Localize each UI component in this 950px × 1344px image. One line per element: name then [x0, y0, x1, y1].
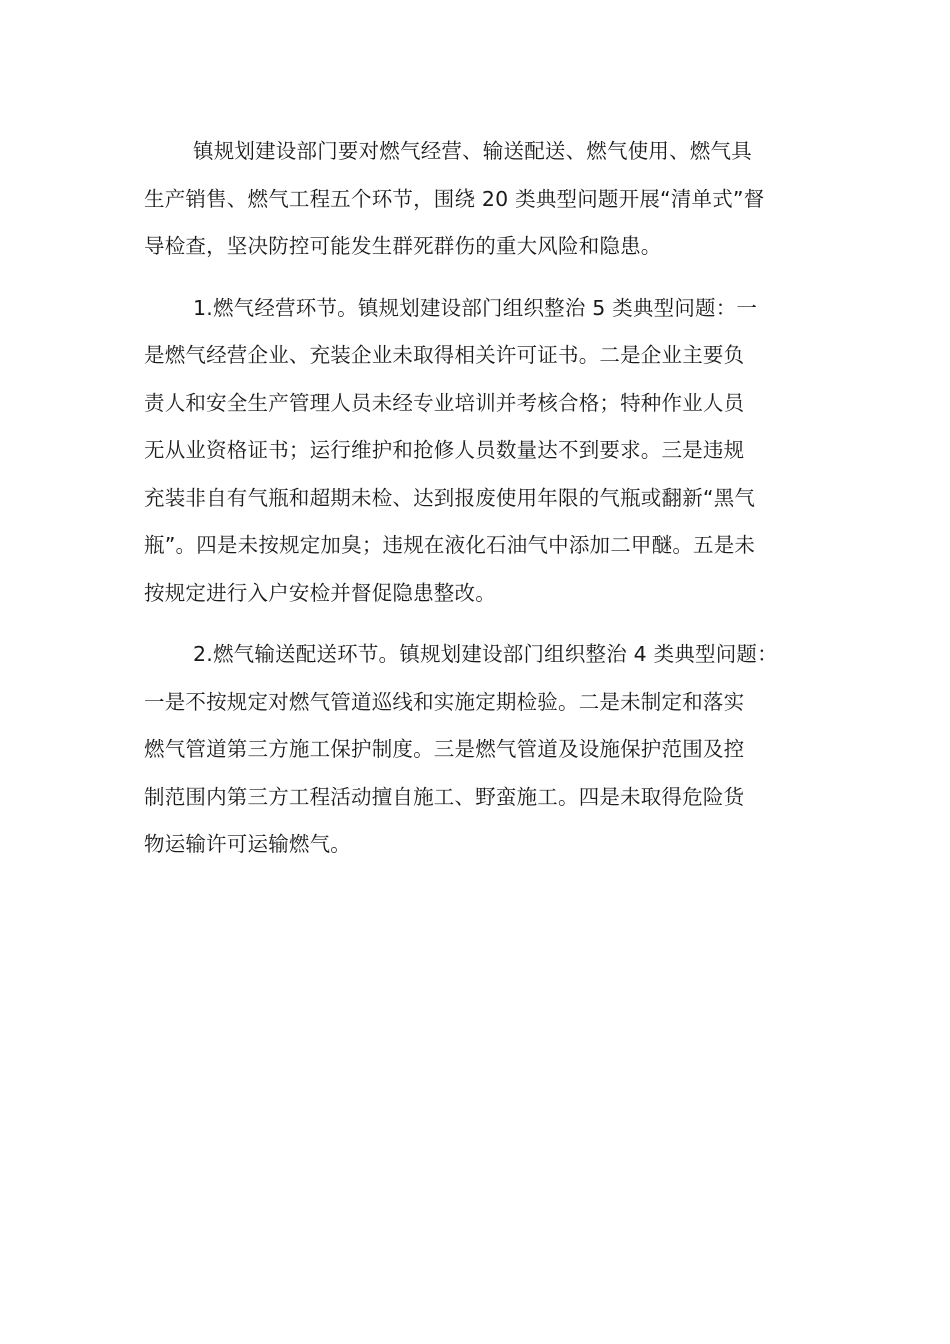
- text-line: 责人和安全生产管理人员未经专业培训并考核合格；特种作业人员: [144, 390, 745, 415]
- text-line: 充装非自有气瓶和超期未检、达到报废使用年限的气瓶或翻新“黑气: [144, 485, 756, 510]
- text-line: 镇规划建设部门要对燃气经营、输送配送、燃气使用、燃气具: [193, 139, 752, 163]
- text-line: 瓶”。四是未按规定加臭；违规在液化石油气中添加二甲醚。五是未: [144, 533, 756, 557]
- text-line: 按规定进行入户安检并督促隐患整改。: [144, 580, 496, 605]
- text-line: 制范围内第三方工程活动擅自施工、野蛮施工。四是未取得危险货: [144, 784, 745, 809]
- text-line: 生产销售、燃气工程五个环节，围绕 20 类典型问题开展“清单式”督: [144, 186, 765, 211]
- text-line: 燃气管道第三方施工保护制度。三是燃气管道及设施保护范围及控: [144, 737, 745, 761]
- text-line: 无从业资格证书；运行维护和抢修人员数量达不到要求。三是违规: [144, 438, 745, 462]
- paragraph-gas-transport: [144, 631, 820, 869]
- text-line: 导检查，坚决防控可能发生群死群伤的重大风险和隐患。: [144, 234, 662, 258]
- text-line: 2.燃气输送配送环节。镇规划建设部门组织整治 4 类典型问题：: [193, 642, 778, 666]
- paragraph-intro: [144, 128, 820, 271]
- text-line: 是燃气经营企业、充装企业未取得相关许可证书。二是企业主要负: [144, 343, 745, 367]
- text-line: 1.燃气经营环节。镇规划建设部门组织整治 5 类典型问题：一: [193, 295, 758, 320]
- paragraph-gas-operation: [144, 285, 820, 618]
- document-body: [144, 128, 820, 869]
- text-line: 一是不按规定对燃气管道巡线和实施定期检验。二是未制定和落实: [144, 689, 745, 714]
- text-line: 物运输许可运输燃气。: [144, 832, 351, 856]
